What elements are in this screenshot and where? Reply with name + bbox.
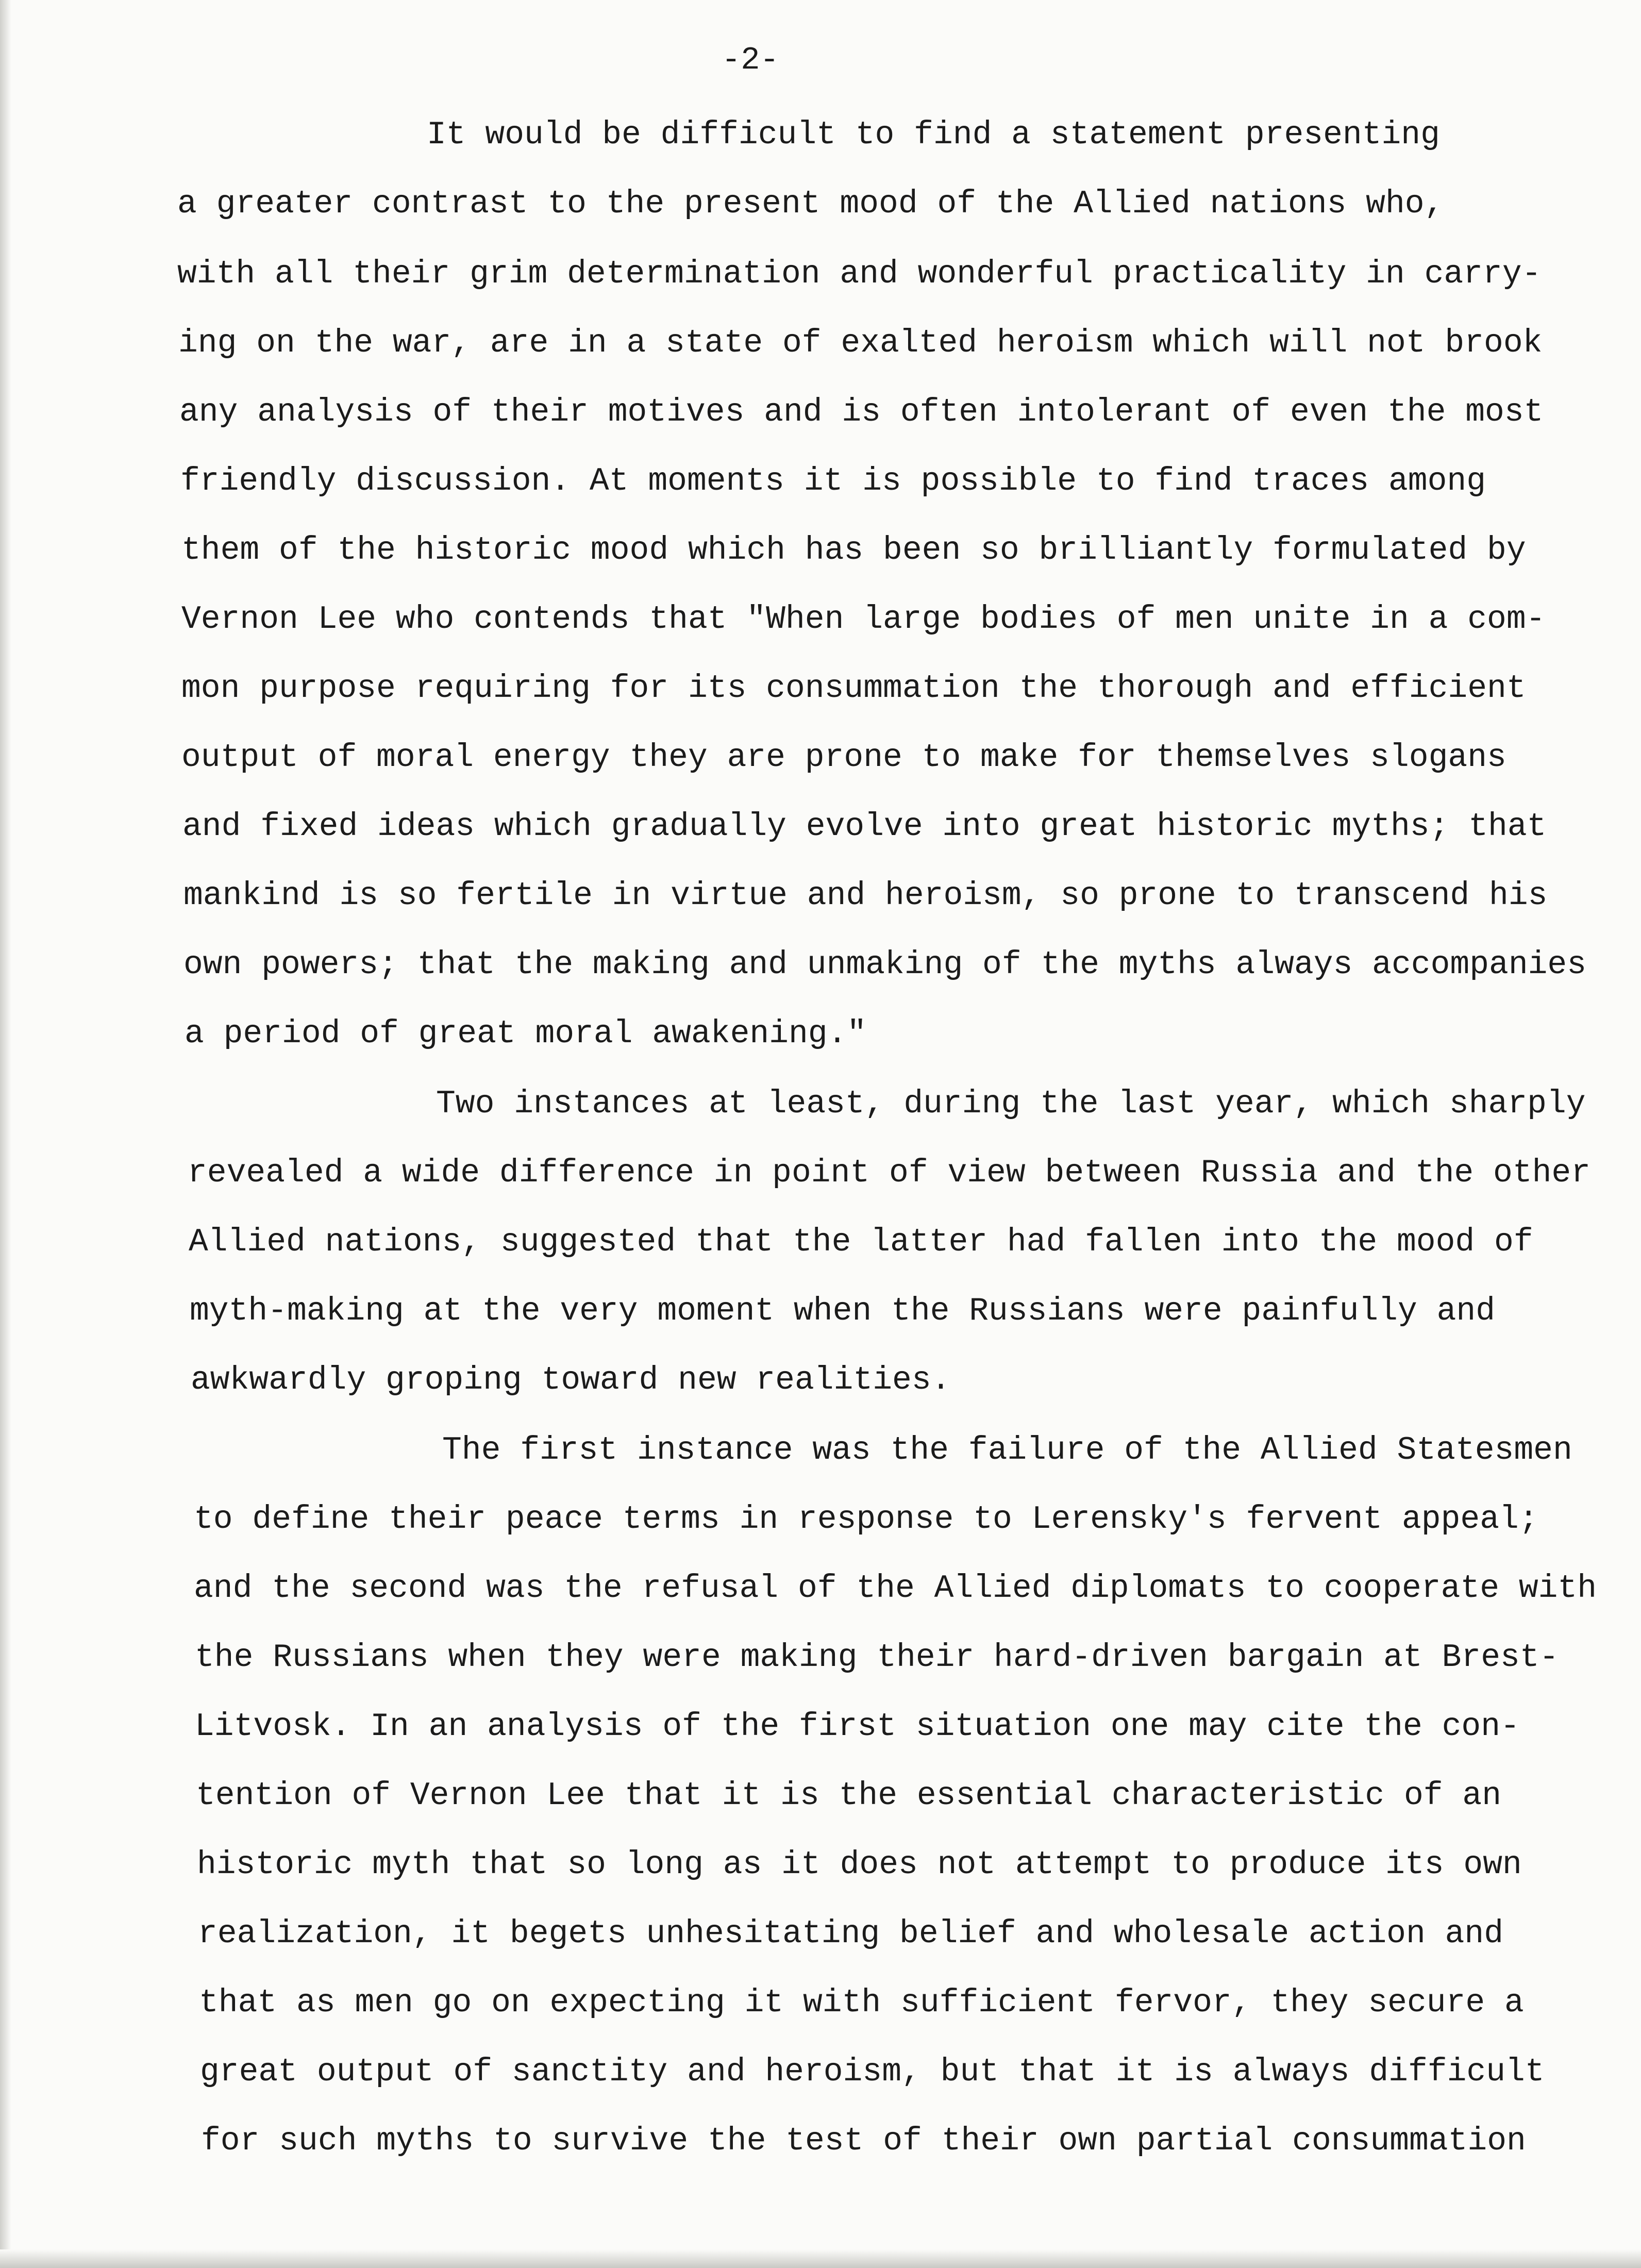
text-line: myth-making at the very moment when the Russians were painfully and — [190, 1293, 1496, 1329]
page-number: -2- — [722, 42, 779, 78]
text-line: great output of sanctity and heroism, but that it is always difficult — [200, 2054, 1545, 2090]
text-line: It would be difficult to find a statement presenting — [427, 116, 1440, 153]
text-line: friendly discussion. At moments it is possible to find traces among — [180, 463, 1486, 499]
text-line: ing on the war, are in a state of exalted heroism which will not brook — [178, 325, 1543, 361]
text-line: them of the historic mood which has been so brilliantly formulated by — [181, 532, 1526, 569]
text-line: any analysis of their motives and is often intolerant of even the most — [179, 394, 1544, 430]
text-line: own powers; that the making and unmaking of the myths always accompanies — [183, 946, 1587, 983]
text-line: mon purpose requiring for its consummation the thorough and efficient — [181, 670, 1526, 707]
text-line: realization, it begets unhesitating belief and wholesale action and — [198, 1915, 1504, 1952]
text-line: output of moral energy they are prone to make for themselves slogans — [181, 739, 1506, 776]
text-line: a period of great moral awakening." — [185, 1015, 867, 1052]
text-line: Allied nations, suggested that the latter had fallen into the mood of — [189, 1224, 1533, 1260]
text-line: with all their grim determination and wonderful practicality in carry- — [177, 256, 1542, 292]
text-line: mankind is so fertile in virtue and heroism, so prone to transcend his — [183, 877, 1548, 914]
text-line: Vernon Lee who contends that "When large bodies of men unite in a com- — [181, 601, 1546, 638]
text-line: Two instances at least, during the last year, which sharply — [436, 1086, 1586, 1122]
text-line: The first instance was the failure of the Allied Statesmen — [442, 1432, 1572, 1469]
text-line: revealed a wide difference in point of view between Russia and the other — [188, 1155, 1591, 1191]
text-line: and fixed ideas which gradually evolve into great historic myths; that — [182, 808, 1547, 845]
text-line: the Russians when they were making their hard-driven bargain at Brest- — [195, 1639, 1559, 1676]
text-line: Litvosk. In an analysis of the first situation one may cite the con- — [195, 1708, 1520, 1745]
text-line: and the second was the refusal of the Allied diplomats to cooperate with — [194, 1570, 1597, 1607]
text-line: tention of Vernon Lee that it is the essential characteristic of an — [196, 1777, 1502, 1814]
text-line: awkwardly groping toward new realities. — [191, 1362, 951, 1398]
text-line: a greater contrast to the present mood of the Allied nations who, — [177, 186, 1444, 222]
text-line: to define their peace terms in response to Lerensky's fervent appeal; — [194, 1501, 1538, 1538]
text-line: that as men go on expecting it with sufficient fervor, they secure a — [199, 1985, 1524, 2021]
text-line: historic myth that so long as it does not attempt to produce its own — [197, 1846, 1522, 1883]
text-line: for such myths to survive the test of their own partial consummation — [201, 2123, 1526, 2159]
